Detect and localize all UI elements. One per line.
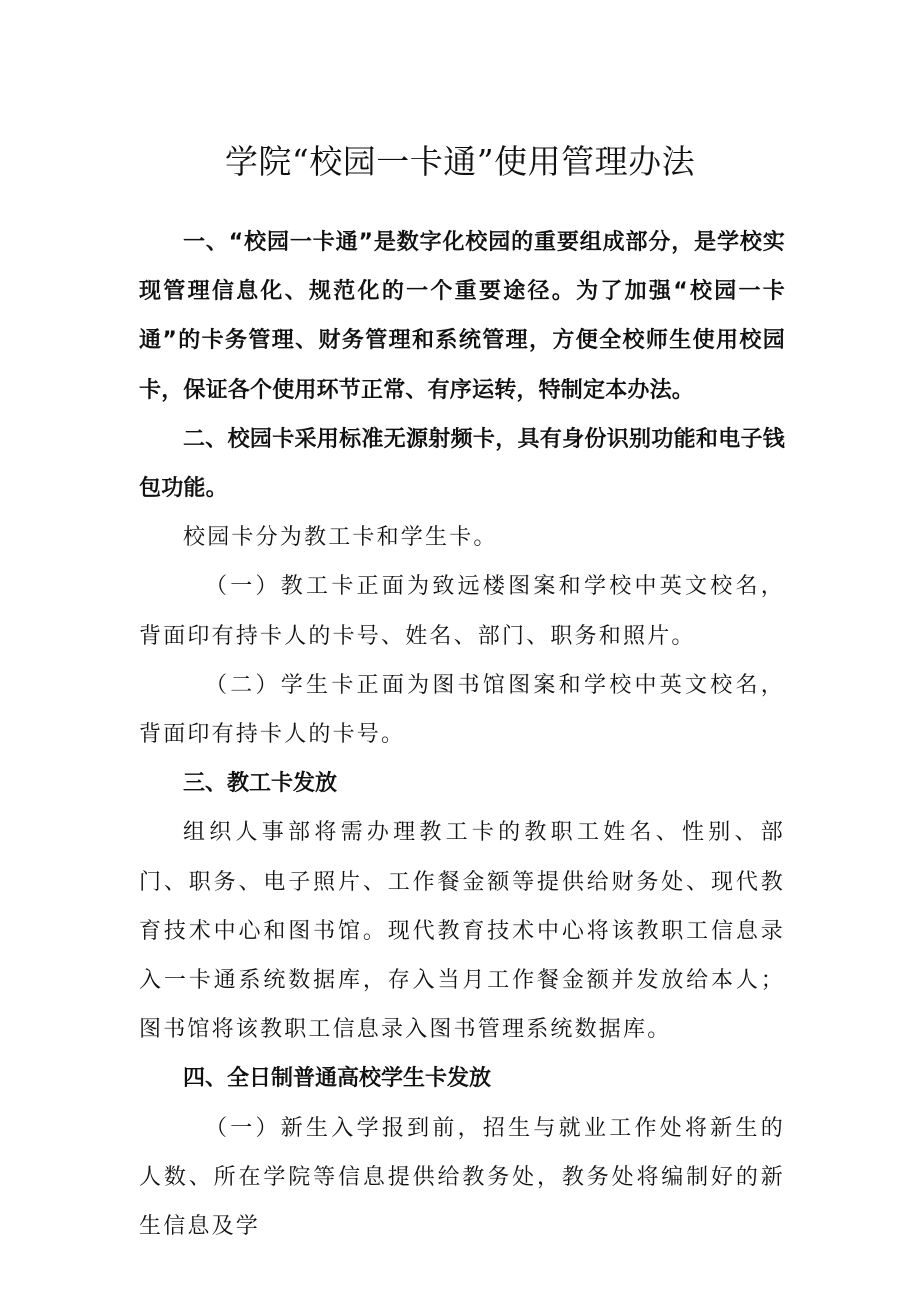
paragraph-staff-card-issuance: 组织人事部将需办理教工卡的教职工姓名、性别、部门、职务、电子照片、工作餐金额等提供给财务处、现代教育技术中心和图书馆。现代教育技术中心将该教职工信息录入一卡通系统数据库，存入当月工作餐金额并发放给本人；图书馆将该教职工信息录入图书管理系统数据库。 <box>139 820 785 1043</box>
paragraph-staff-card: （一）教工卡正面为致远楼图案和学校中英文校名，背面印有持卡人的卡号、姓名、部门、职务和照片。 <box>139 574 785 649</box>
paragraph-student-card: （二）学生卡正面为图书馆图案和学校中英文校名，背面印有持卡人的卡号。 <box>139 672 785 748</box>
heading-article-3: 三、教工卡发放 <box>183 771 338 797</box>
paragraph-new-student: （一）新生入学报到前，招生与就业工作处将新生的人数、所在学院等信息提供给教务处，教务处将编制好的新生信息及学 <box>139 1115 785 1240</box>
document-title: 学院“校园一卡通”使用管理办法 <box>224 142 696 181</box>
document-body <box>139 218 785 1251</box>
paragraph-article-1: 一、“校园一卡通”是数字化校园的重要组成部分，是学校实现管理信息化、规范化的一个重要途径。为了加强“校园一卡通”的卡务管理、财务管理和系统管理，方便全校师生使用校园卡，保证各个使用环节正常、有序运转，特制定本办法。 <box>139 230 785 403</box>
paragraph-article-2: 二、校园卡采用标准无源射频卡，具有身份识别功能和电子钱包功能。 <box>139 426 785 502</box>
paragraph-card-types: 校园卡分为教工卡和学生卡。 <box>183 525 498 551</box>
heading-article-4: 四、全日制普通高校学生卡发放 <box>183 1066 492 1092</box>
